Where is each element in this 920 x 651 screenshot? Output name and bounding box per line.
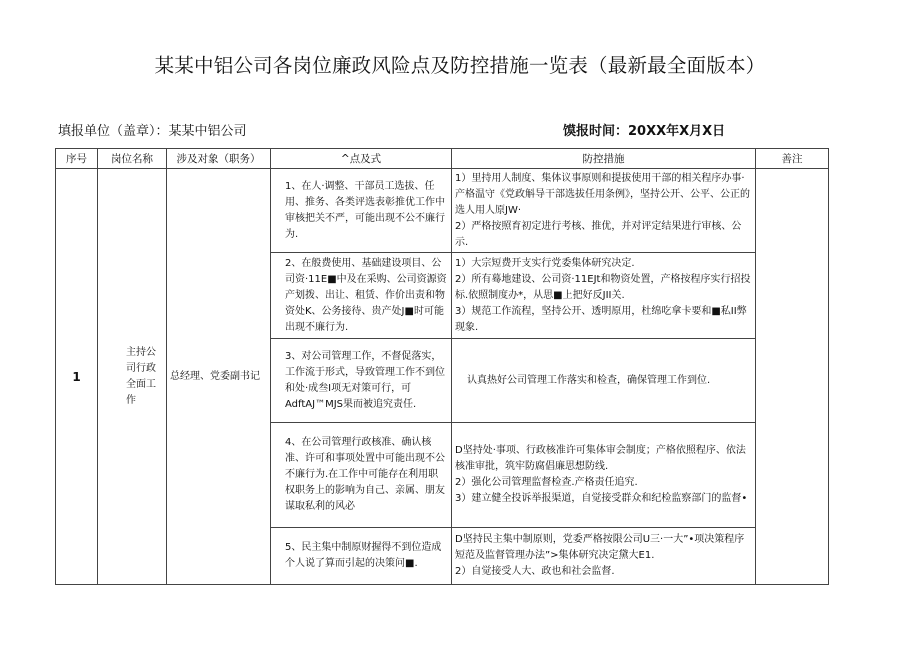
- measure-item: 2）严格按照育初定进行考核、推优，并对评定结果进行审核、公示.: [455, 220, 742, 248]
- measures-4: [452, 423, 756, 528]
- document-title: 某某中铝公司各岗位廉政风险点及防控措施一览表（最新最全面版本）: [154, 54, 766, 77]
- measure-item: 3）规范工作流程，坚持公开、透明原用，杜绵吃拿卡要和■私II弊现象.: [455, 305, 747, 333]
- measure-item: 认真热好公司管理工作落实和检查，确保管理工作到位.: [467, 374, 711, 386]
- header-object: 涉及对象（职务）: [167, 149, 271, 169]
- risk-point-3: 3、对公司管理工作，不督促落实，工作流于形式，导致管理工作不到位和处·成叁I项无对策可行，可AdftAJ™MJS果而被追究责任.: [271, 339, 452, 423]
- measure-item: 2）强化公司管理监督检查.产格责任追究.: [455, 477, 638, 488]
- table-row: [56, 169, 829, 253]
- table-header-row: [56, 149, 829, 169]
- serial-cell: 1: [56, 169, 98, 585]
- reporting-date: 馍报时间：20XX年X月X日: [563, 124, 726, 139]
- measure-item: D坚持民主集中制原则，党委严格按限公司U三·一大”•项决策程序短范及监督管理办法”>集体研究决定黛大E1.: [455, 534, 745, 561]
- measure-item: D坚持处·事项、行政核准许可集体审会制度；产格依照程序、依法核准审批，筑牢防腐倡廉思想防线.: [455, 445, 746, 472]
- measure-item: 2）所有蓦地建设、公司资·11EJt和物资处置，产格按程序实行招投标.依照制度办*，从思■上把好反JII关.: [455, 273, 751, 301]
- header-remarks: 善注: [756, 149, 829, 169]
- position-cell: 主持公司行政全面工作: [98, 169, 167, 585]
- measures-5: [452, 528, 756, 585]
- risk-point-2: 2、在般费使用、基础建设项目、公司资·11E■中及在采购、公司资源资产划拨、出让、租赁、作价出责和物资处K、公务接待、贵产处J■时可能出现不廉行为.: [271, 253, 452, 339]
- measures-1: [452, 169, 756, 253]
- header-position: 岗位名称: [98, 149, 167, 169]
- risk-point-1: 1、在人·调整、干部员工选拔、任用、推务、各类评选表彰推优工作中审核把关不严，可能出现不公不廉行为.: [271, 169, 452, 253]
- header-measures: 防控措施: [452, 149, 756, 169]
- measure-item: 1）大宗短费开支实行党委集体研究决定.: [455, 257, 635, 269]
- measures-2: [452, 253, 756, 339]
- header-serial: 序号: [56, 149, 98, 169]
- measure-item: 2）自觉接受人大、政也和社会监督.: [455, 566, 615, 577]
- measure-item: 3）建立健全投诉举报渠道，自觉接受群众和纪检监察部门的监督•: [455, 493, 748, 504]
- remarks-cell: [756, 169, 829, 585]
- header-risk-point: ^点及式: [271, 149, 452, 169]
- risk-point-4: 4、在公司管理行政核准、确认核准、许可和事项处置中可能出现不公不廉行为.在工作中可能存在利用职权职务上的影响为自己、亲属、朋友谋取私利的风必: [271, 423, 452, 528]
- reporting-unit: 填报单位（盖章）：某某中铝公司: [58, 124, 247, 139]
- measures-3: [452, 339, 756, 423]
- risk-table: [55, 148, 829, 585]
- object-cell: 总经理、党委副书记: [167, 169, 271, 585]
- risk-point-5: 5、民主集中制原财握得不到位造成个人说了算而引起的决策问■.: [271, 528, 452, 585]
- measure-item: 1）里持用人制度、集体议事原则和提拔使用干部的相关程序办事·产格温守《党政斛导干部选拔任用条例》，坚持公开、公平、公正的选人用人原JW·: [455, 172, 750, 216]
